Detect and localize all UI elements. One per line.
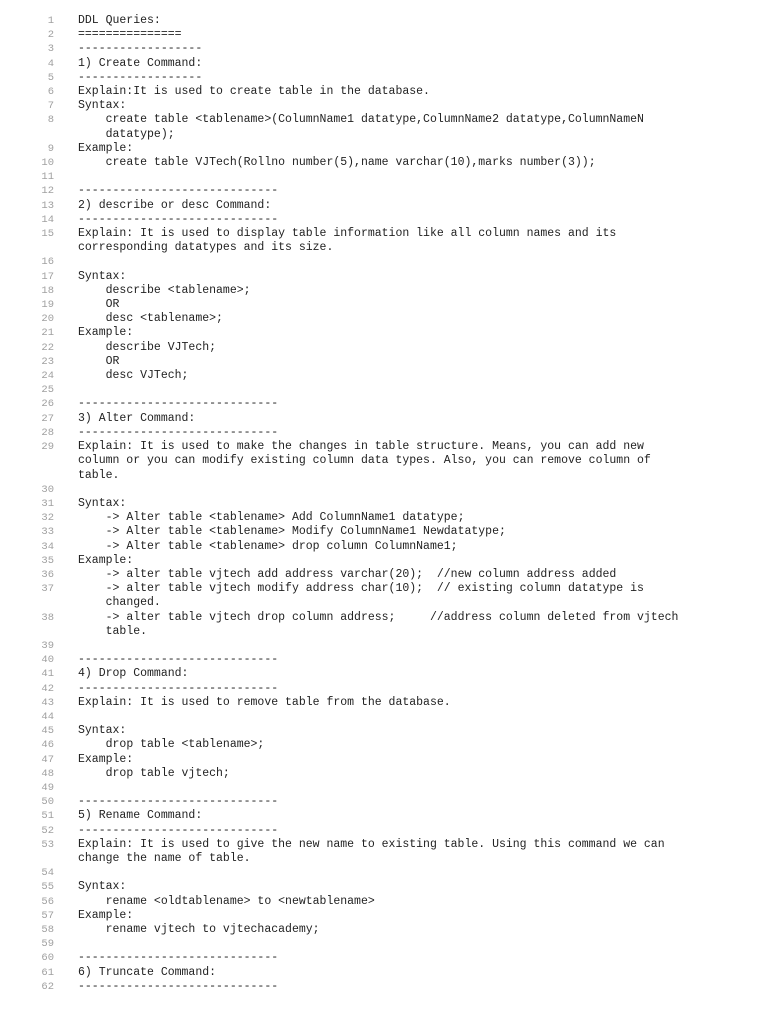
line-number: 37: [41, 583, 54, 596]
document-line: [0, 42, 768, 56]
line-number: 30: [41, 483, 54, 496]
line-number: 9: [47, 142, 54, 155]
line-number: 52: [41, 824, 54, 837]
line-number: 28: [41, 426, 54, 439]
line-number: 45: [41, 725, 54, 738]
line-number: 5: [47, 71, 54, 84]
line-number: 54: [41, 867, 54, 880]
document-line: [0, 781, 768, 795]
line-text: ===============: [78, 28, 182, 42]
line-number: 6: [47, 86, 54, 99]
document-line: [0, 270, 768, 284]
line-text: 4) Drop Command:: [78, 667, 189, 681]
line-number: 20: [41, 313, 54, 326]
line-text: -----------------------------: [78, 795, 279, 809]
line-number: 26: [41, 398, 54, 411]
document-line: [0, 397, 768, 411]
line-number: 24: [41, 370, 54, 383]
line-number: 2: [47, 29, 54, 42]
document-line: [0, 156, 768, 170]
line-text: Explain: It is used to display table information like all column names and its corresponding datatypes and its size.: [78, 227, 617, 255]
line-text: -----------------------------: [78, 979, 279, 993]
line-text: Syntax:: [78, 880, 127, 894]
document-line: [0, 326, 768, 340]
line-text: -----------------------------: [78, 653, 279, 667]
line-number: 21: [41, 327, 54, 340]
line-text: drop table <tablename>;: [78, 738, 265, 752]
line-number: 60: [41, 952, 54, 965]
document-line: [0, 653, 768, 667]
line-number: 49: [41, 781, 54, 794]
document-line: [0, 426, 768, 440]
document-line: [0, 511, 768, 525]
line-number: 34: [41, 540, 54, 553]
document-line: [0, 99, 768, 113]
line-number: 11: [41, 171, 54, 184]
line-text: Syntax:: [78, 269, 127, 283]
line-number: 3: [47, 43, 54, 56]
line-text: 3) Alter Command:: [78, 411, 196, 425]
line-text: Syntax:: [78, 496, 127, 510]
document-line: [0, 355, 768, 369]
line-text: rename vjtech to vjtechacademy;: [78, 923, 320, 936]
line-text: -> alter table vjtech drop column address; //address column deleted from vjtech table.: [105, 610, 679, 638]
document-line: [0, 255, 768, 269]
line-number: 41: [41, 668, 54, 681]
line-number: 19: [41, 299, 54, 312]
line-number: 14: [41, 213, 54, 226]
line-text: Syntax:: [78, 99, 127, 113]
line-text: [78, 639, 738, 653]
line-number: 10: [41, 157, 54, 170]
line-text: drop table vjtech;: [78, 766, 230, 780]
line-number: 44: [41, 710, 54, 723]
line-text: [78, 383, 738, 397]
line-number: 39: [41, 639, 54, 652]
document-line: [0, 284, 768, 298]
document-line: [0, 980, 768, 994]
document-line: [0, 85, 768, 99]
line-text: Example:: [78, 141, 134, 155]
line-number: 59: [41, 938, 54, 951]
line-number: 29: [41, 441, 54, 454]
line-text: [78, 483, 738, 497]
document-line: [0, 738, 768, 752]
line-text: [78, 170, 738, 184]
document-line: [0, 497, 768, 511]
document-line: [0, 14, 768, 28]
document-line: [0, 483, 768, 497]
line-text: Explain: It is used to make the changes in table structure. Means, you can add new column or you can modify existing column data types. Also, you can remove column of table.: [78, 440, 651, 482]
document-line: [0, 113, 768, 141]
line-number: 47: [41, 753, 54, 766]
line-number: 42: [41, 682, 54, 695]
line-text: rename <oldtablename> to <newtablename>: [78, 894, 375, 908]
document-line: [0, 866, 768, 880]
line-text: -> alter table vjtech modify address char(10); // existing column datatype is changed.: [105, 582, 644, 610]
line-number: 35: [41, 554, 54, 567]
line-text: Example:: [78, 326, 134, 340]
line-text: desc VJTech;: [78, 369, 189, 383]
line-number: 32: [41, 512, 54, 525]
document-line: [0, 966, 768, 980]
line-number: 17: [41, 270, 54, 283]
document-line: [0, 667, 768, 681]
document-line: [0, 753, 768, 767]
document-line: [0, 213, 768, 227]
line-number: 23: [41, 355, 54, 368]
line-text: -> Alter table <tablename> drop column ColumnName1;: [78, 539, 458, 553]
line-text: ------------------: [78, 70, 203, 84]
line-text: 5) Rename Command:: [78, 809, 203, 823]
line-text: -----------------------------: [78, 823, 279, 837]
line-number: 43: [41, 696, 54, 709]
line-number: 1: [47, 15, 54, 27]
line-number: 55: [41, 881, 54, 894]
document-line: [0, 880, 768, 894]
line-text: -> Alter table <tablename> Add ColumnName1 datatype;: [78, 511, 465, 525]
document-line: [0, 184, 768, 198]
line-number: 46: [41, 739, 54, 752]
document-line: [0, 412, 768, 426]
document-line: [0, 28, 768, 42]
document-line: [0, 682, 768, 696]
document-line: [0, 710, 768, 724]
line-text: [78, 255, 738, 269]
line-text: 1) Create Command:: [78, 56, 203, 70]
line-text: 6) Truncate Command:: [78, 965, 217, 979]
line-number: 12: [41, 185, 54, 198]
line-number: 8: [47, 114, 54, 127]
document-line: [0, 824, 768, 838]
line-text: OR: [78, 354, 120, 368]
document-line: [0, 554, 768, 568]
line-number: 57: [41, 909, 54, 922]
line-text: create table <tablename>(ColumnName1 datatype,ColumnName2 datatype,ColumnNameN datatype);: [105, 113, 644, 141]
line-number: 22: [41, 341, 54, 354]
document-line: [0, 525, 768, 539]
line-text: -----------------------------: [78, 951, 279, 965]
line-text: [78, 937, 738, 951]
document-line: [0, 170, 768, 184]
document-line: [0, 951, 768, 965]
line-text: 2) describe or desc Command:: [78, 198, 272, 212]
line-text: -----------------------------: [78, 681, 279, 695]
line-text: -> Alter table <tablename> Modify ColumnName1 Newdatatype;: [78, 525, 506, 539]
document-line: [0, 639, 768, 653]
document-line: [0, 57, 768, 71]
line-number: 48: [41, 767, 54, 780]
line-text: Syntax:: [78, 724, 127, 738]
line-number: 58: [41, 924, 54, 936]
line-text: Explain: It is used to remove table from the database.: [78, 695, 451, 709]
document-body: [0, 14, 768, 994]
line-number: 62: [41, 980, 54, 993]
line-text: DDL Queries:: [78, 14, 161, 27]
line-number: 36: [41, 568, 54, 581]
line-text: -----------------------------: [78, 397, 279, 411]
document-line: [0, 312, 768, 326]
document-line: [0, 298, 768, 312]
line-text: OR: [78, 298, 120, 312]
line-number: 18: [41, 284, 54, 297]
document-line: [0, 369, 768, 383]
line-text: -----------------------------: [78, 184, 279, 198]
document-line: [0, 582, 768, 610]
document-line: [0, 383, 768, 397]
document-line: [0, 440, 768, 483]
line-text: -----------------------------: [78, 425, 279, 439]
line-number: 56: [41, 895, 54, 908]
line-text: Example:: [78, 752, 134, 766]
line-text: create table VJTech(Rollno number(5),name varchar(10),marks number(3));: [78, 156, 596, 170]
document-line: [0, 611, 768, 639]
document-line: [0, 767, 768, 781]
line-number: 50: [41, 796, 54, 809]
document-line: [0, 724, 768, 738]
document-line: [0, 227, 768, 255]
line-number: 7: [47, 100, 54, 113]
line-number: 33: [41, 526, 54, 539]
document-line: [0, 696, 768, 710]
line-text: [78, 781, 738, 795]
line-text: desc <tablename>;: [78, 312, 223, 326]
line-number: 15: [41, 228, 54, 241]
document-line: [0, 568, 768, 582]
line-number: 40: [41, 654, 54, 667]
line-text: Explain: It is used to give the new name to existing table. Using this command we can change the name of table.: [78, 837, 665, 865]
line-number: 13: [41, 199, 54, 212]
document-line: [0, 540, 768, 554]
document-line: [0, 838, 768, 866]
line-number: 27: [41, 412, 54, 425]
line-text: Example:: [78, 553, 134, 567]
line-text: describe VJTech;: [78, 340, 217, 354]
document-line: [0, 71, 768, 85]
document-line: [0, 809, 768, 823]
line-text: describe <tablename>;: [78, 283, 251, 297]
line-text: [78, 866, 738, 880]
document-line: [0, 909, 768, 923]
document-line: [0, 341, 768, 355]
line-number: 61: [41, 966, 54, 979]
document-line: [0, 895, 768, 909]
line-number: 38: [41, 611, 54, 624]
line-text: [78, 710, 738, 724]
line-number: 53: [41, 838, 54, 851]
line-text: -> alter table vjtech add address varchar(20); //new column address added: [78, 567, 617, 581]
document-line: [0, 923, 768, 937]
document-line: [0, 937, 768, 951]
document-line: [0, 795, 768, 809]
document-line: [0, 199, 768, 213]
line-number: 31: [41, 497, 54, 510]
line-text: Example:: [78, 908, 134, 922]
line-number: 51: [41, 810, 54, 823]
line-text: ------------------: [78, 42, 203, 56]
line-text: -----------------------------: [78, 212, 279, 226]
line-number: 16: [41, 256, 54, 269]
document-line: [0, 142, 768, 156]
line-number: 4: [47, 57, 54, 70]
line-number: 25: [41, 384, 54, 397]
line-text: Explain:It is used to create table in the database.: [78, 85, 430, 99]
